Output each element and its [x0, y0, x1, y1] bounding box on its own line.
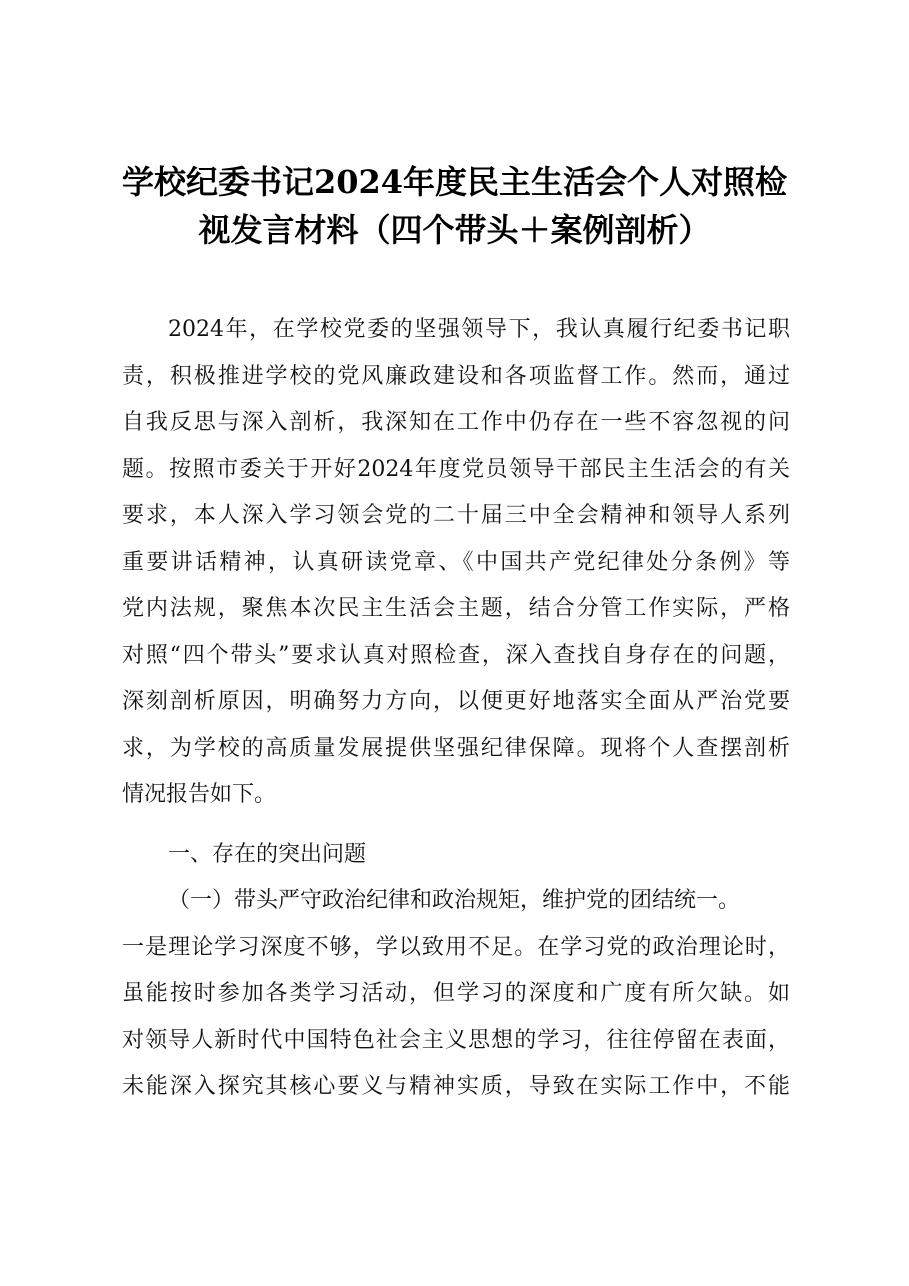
paragraph-line: 自我反思与深入剖析，我深知在工作中仍存在一些不容忽视的问	[122, 410, 790, 435]
paragraph-line: 一是理论学习深度不够，学以致用不足。在学习党的政治理论时，	[122, 934, 790, 960]
title-line-2: 视发言材料（四个带头＋案例剖析）	[198, 211, 711, 249]
paragraph-line: 责，积极推进学校的党风廉政建设和各项监督工作。然而，通过	[122, 363, 790, 389]
paragraph-line: 对领导人新时代中国特色社会主义思想的学习，往往停留在表面，	[122, 1027, 790, 1053]
intro-paragraph	[122, 307, 790, 819]
paragraph-line: 重要讲话精神，认真研读党章、《中国共产党纪律处分条例》等	[122, 549, 790, 575]
subsection-heading: （一）带头严守政治纪律和政治规矩，维护党的团结统一。	[168, 888, 741, 913]
paragraph-line: 深刻剖析原因，明确努力方向，以便更好地落实全面从严治党要	[122, 689, 790, 714]
paragraph-line: 党内法规，聚焦本次民主生活会主题，结合分管工作实际，严格	[122, 596, 790, 621]
paragraph-line: 情况报告如下。	[122, 782, 277, 807]
section-heading: 一、存在的突出问题	[168, 842, 367, 867]
paragraph-line: 对照“四个带头”要求认真对照检查，深入查找自身存在的问题，	[122, 642, 790, 668]
paragraph-line: 求，为学校的高质量发展提供坚强纪律保障。现将个人查摆剖析	[122, 735, 790, 761]
paragraph-line: 未能深入探究其核心要义与精神实质，导致在实际工作中，不能	[122, 1074, 790, 1099]
paragraph-line: 要求，本人深入学习领会党的二十届三中全会精神和领导人系列	[122, 503, 790, 528]
title-line-1: 学校纪委书记2024年度民主生活会个人对照检	[121, 163, 788, 201]
paragraph-line: 2024年，在学校党委的坚强领导下，我认真履行纪委书记职	[168, 317, 790, 342]
paragraph-line: 题。按照市委关于开好2024年度党员领导干部民主生活会的有关	[122, 456, 790, 482]
paragraph-line: 虽能按时参加各类学习活动，但学习的深度和广度有所欠缺。如	[122, 981, 790, 1006]
document-title	[100, 158, 809, 254]
section-paragraph	[122, 878, 790, 1111]
